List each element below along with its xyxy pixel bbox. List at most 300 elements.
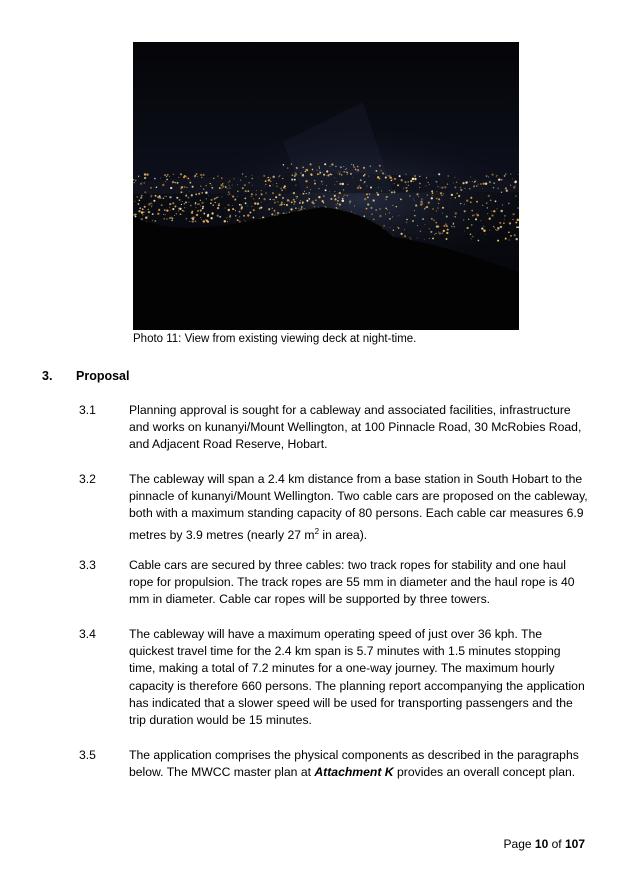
city-light [179, 208, 181, 210]
city-light [476, 213, 477, 214]
city-light [184, 207, 185, 208]
city-light [295, 196, 296, 197]
city-light [135, 216, 137, 218]
city-light [293, 199, 295, 201]
city-light [373, 199, 375, 201]
city-light [498, 230, 499, 231]
city-light [493, 210, 495, 212]
city-light [237, 191, 239, 193]
city-light [330, 173, 332, 175]
city-light [295, 185, 296, 186]
city-light [216, 197, 217, 198]
city-light [152, 203, 153, 204]
city-light [185, 201, 187, 203]
city-light [172, 202, 174, 204]
city-light [280, 204, 282, 206]
city-light [339, 183, 341, 185]
city-light [227, 204, 229, 206]
city-light [148, 211, 150, 213]
paragraph-number: 3.4 [79, 627, 96, 641]
city-light [188, 197, 190, 199]
city-light [164, 218, 165, 219]
city-light [245, 221, 246, 222]
city-light [354, 205, 355, 206]
city-light [291, 163, 292, 164]
city-light [294, 172, 295, 173]
city-light [509, 239, 510, 240]
city-light [228, 182, 229, 183]
city-light [352, 177, 353, 178]
city-light [428, 201, 430, 203]
city-light [422, 203, 423, 204]
city-light [272, 192, 274, 194]
city-light [261, 193, 263, 195]
city-light [294, 201, 296, 203]
city-light [335, 166, 336, 167]
city-light [518, 174, 519, 175]
city-light [371, 207, 373, 209]
city-light [351, 211, 352, 212]
city-light [269, 199, 270, 200]
city-light [160, 178, 161, 179]
paragraph-text-part: The cableway will span a 2.4 km distance from a base station in South Hobart to the pinnacle of kunanyi/Mount Wellington. Two cable cars are proposed on the cableway, both with a maximum standing capacity of 80 persons. Each cable car measures 6.9 metres by 3.9 metres (nearly 27 m [129, 472, 588, 542]
city-light [244, 184, 246, 186]
city-light [306, 193, 307, 194]
city-light [460, 189, 462, 191]
city-light [441, 187, 443, 189]
city-light [234, 209, 235, 210]
city-light [318, 188, 319, 189]
city-light [377, 176, 379, 178]
city-light [325, 189, 327, 191]
city-light [330, 198, 332, 200]
city-light [483, 226, 484, 227]
city-light [248, 182, 249, 183]
city-light [269, 208, 270, 209]
city-light [386, 199, 387, 200]
city-light [485, 183, 487, 185]
city-light [342, 198, 343, 199]
city-light [274, 211, 275, 212]
city-light [201, 202, 203, 204]
city-light [313, 202, 315, 204]
city-light [302, 202, 304, 204]
city-light [253, 198, 254, 199]
city-light [237, 196, 238, 197]
city-light [350, 173, 352, 175]
city-light [154, 178, 156, 180]
city-light [278, 194, 280, 196]
city-light [143, 211, 145, 213]
city-light [152, 213, 154, 215]
city-light [470, 177, 471, 178]
city-light [227, 188, 228, 189]
city-light [454, 216, 455, 217]
city-light [336, 204, 337, 205]
city-light [239, 211, 241, 213]
city-light [261, 202, 262, 203]
city-light [463, 219, 464, 220]
city-light [329, 191, 330, 192]
city-light [438, 232, 439, 233]
city-light [188, 202, 189, 203]
city-light [334, 184, 335, 185]
city-light [325, 164, 326, 165]
city-light [166, 209, 168, 211]
city-light [326, 170, 328, 172]
city-light [214, 198, 216, 200]
city-light [475, 180, 476, 181]
city-light [229, 185, 230, 186]
city-light [410, 238, 411, 239]
city-light [203, 220, 205, 222]
city-light [232, 196, 234, 198]
city-light [169, 203, 171, 205]
city-light [300, 200, 301, 201]
city-light [437, 225, 439, 227]
city-light [235, 215, 236, 216]
city-light [476, 201, 478, 203]
city-light [178, 210, 179, 211]
city-light [256, 190, 257, 191]
city-light [164, 196, 165, 197]
city-light [200, 205, 201, 206]
paragraph-number: 3.5 [79, 748, 96, 762]
section-number: 3. [42, 369, 53, 383]
city-light [232, 195, 233, 196]
city-light [455, 177, 456, 178]
city-light [440, 192, 442, 194]
city-light [197, 176, 198, 177]
city-light [153, 200, 155, 202]
city-light [471, 210, 473, 212]
city-light [386, 196, 388, 198]
city-light [460, 203, 461, 204]
city-light [443, 225, 445, 227]
city-light [281, 202, 283, 204]
city-light [201, 177, 202, 178]
city-light [202, 206, 204, 208]
city-light [451, 226, 452, 227]
city-light [151, 205, 152, 206]
city-light [510, 235, 512, 237]
city-light [482, 188, 483, 189]
city-light [454, 186, 456, 188]
city-light [217, 207, 219, 209]
city-light [343, 196, 344, 197]
city-light [427, 194, 428, 195]
city-light [360, 187, 362, 189]
city-light [487, 213, 488, 214]
city-light [229, 188, 230, 189]
city-light [144, 177, 146, 179]
city-light [454, 226, 455, 227]
city-light [208, 195, 209, 196]
city-light [219, 187, 221, 189]
city-light [415, 204, 417, 206]
city-light [164, 174, 166, 176]
city-light [367, 197, 369, 199]
city-light [207, 215, 209, 217]
city-light [269, 185, 271, 187]
city-light [240, 180, 241, 181]
city-light [432, 192, 434, 194]
city-light [437, 186, 438, 187]
city-light [414, 175, 416, 177]
city-light [409, 237, 410, 238]
city-light [455, 212, 457, 214]
city-light [425, 224, 426, 225]
city-light [186, 218, 188, 220]
city-light [286, 204, 288, 206]
city-light [414, 178, 416, 180]
city-light [296, 198, 297, 199]
city-light [429, 238, 430, 239]
city-light [202, 208, 204, 210]
city-light [221, 177, 222, 178]
city-light [275, 213, 276, 214]
city-light [265, 180, 267, 182]
city-light [192, 218, 194, 220]
city-light [497, 227, 499, 229]
city-light [167, 174, 168, 175]
city-light [394, 178, 396, 180]
city-light [504, 175, 506, 177]
city-light [265, 184, 266, 185]
city-light [483, 229, 484, 230]
city-light [488, 195, 490, 197]
city-light [155, 220, 156, 221]
city-light [446, 216, 448, 218]
city-light [252, 185, 253, 186]
city-light [331, 163, 333, 165]
city-light [172, 218, 174, 220]
city-light [287, 199, 289, 201]
city-light [453, 223, 454, 224]
city-light [387, 175, 388, 176]
city-light [448, 175, 449, 176]
city-light [504, 215, 506, 217]
city-light [404, 229, 405, 230]
city-light [491, 211, 492, 212]
city-light [495, 200, 497, 202]
city-light [371, 213, 373, 215]
city-light [486, 175, 488, 177]
city-light [192, 186, 194, 188]
city-light [466, 181, 467, 182]
city-light [217, 176, 218, 177]
city-light [397, 227, 398, 228]
city-light [346, 172, 347, 173]
city-light [283, 164, 285, 166]
city-light [369, 193, 370, 194]
city-light [201, 219, 202, 220]
city-light [494, 227, 495, 228]
city-light [464, 203, 465, 204]
city-light [391, 180, 393, 182]
city-light [318, 207, 319, 208]
paragraph-text-part: provides an overall concept plan. [393, 765, 576, 780]
city-light [450, 198, 451, 199]
city-light [280, 188, 281, 189]
city-light [272, 199, 273, 200]
city-light [433, 220, 434, 221]
city-light [198, 193, 200, 195]
city-light [430, 231, 432, 233]
city-light [173, 174, 174, 175]
city-light [447, 229, 449, 231]
city-light [506, 190, 508, 192]
paragraph-text [129, 747, 589, 781]
city-light [142, 208, 144, 210]
city-light [427, 182, 429, 184]
city-light [419, 183, 421, 185]
city-light [257, 203, 258, 204]
city-light [455, 216, 456, 217]
city-light [392, 179, 393, 180]
section-heading [42, 369, 130, 383]
city-light [166, 196, 167, 197]
city-light [366, 208, 368, 210]
city-light [319, 171, 320, 172]
city-light [496, 176, 497, 177]
city-light [169, 207, 170, 208]
city-light [271, 213, 273, 215]
city-light [140, 183, 142, 185]
city-light [493, 226, 494, 227]
city-light [259, 198, 260, 199]
city-light [164, 209, 166, 211]
city-light [446, 238, 448, 240]
city-light [355, 169, 357, 171]
city-light [364, 174, 365, 175]
city-light [336, 207, 338, 209]
city-light [471, 224, 473, 226]
city-light [243, 215, 245, 217]
city-light [197, 210, 199, 212]
city-light [329, 166, 330, 167]
city-light [268, 177, 269, 178]
city-light [480, 183, 482, 185]
city-light [514, 180, 516, 182]
city-light [144, 207, 145, 208]
city-light [383, 225, 385, 227]
city-light [391, 191, 393, 193]
city-light [353, 164, 354, 165]
city-light [357, 187, 359, 189]
city-light [206, 198, 207, 199]
city-light [264, 186, 265, 187]
city-light [446, 232, 448, 234]
city-light [397, 184, 399, 186]
city-light [218, 204, 220, 206]
city-light [281, 189, 283, 191]
city-light [472, 215, 474, 217]
city-light [431, 218, 433, 220]
city-light [390, 227, 391, 228]
city-light [466, 227, 468, 229]
city-light [307, 187, 308, 188]
city-light [406, 222, 407, 223]
city-light [296, 196, 297, 197]
city-light [508, 231, 510, 233]
city-light [501, 179, 502, 180]
city-light [478, 184, 479, 185]
city-light [349, 203, 350, 204]
city-light [217, 197, 218, 198]
city-light [313, 200, 314, 201]
city-light [241, 208, 243, 210]
city-light [148, 203, 150, 205]
city-light [436, 198, 438, 200]
city-light [366, 193, 368, 195]
city-light [493, 182, 495, 184]
city-light [403, 188, 404, 189]
city-light [474, 181, 476, 183]
city-light [170, 187, 172, 189]
city-light [322, 172, 323, 173]
paragraph-text: Cable cars are secured by three cables: two track ropes for stability and one haul rope for propulsion. The track ropes are 55 mm in diameter and the haul rope is 40 mm in diameter. Cable car ropes will be supported by three towers. [129, 558, 575, 607]
page-label: Page [503, 837, 532, 851]
city-light [203, 213, 205, 215]
city-light [169, 176, 170, 177]
city-light [455, 197, 456, 198]
city-light [181, 204, 182, 205]
city-light [228, 194, 229, 195]
city-light [247, 214, 249, 216]
city-light [189, 221, 190, 222]
city-light [237, 219, 239, 221]
city-light [385, 208, 387, 210]
city-light [169, 217, 170, 218]
city-light [443, 230, 445, 232]
city-light [294, 179, 296, 181]
city-light [210, 199, 212, 201]
city-light [195, 202, 197, 204]
city-light [473, 185, 475, 187]
city-light [357, 169, 359, 171]
city-light [261, 190, 262, 191]
city-light [505, 238, 507, 240]
city-light [217, 215, 219, 217]
city-light [304, 208, 305, 209]
city-light [140, 208, 141, 209]
city-light [169, 196, 171, 198]
city-light [226, 217, 227, 218]
city-light [249, 212, 251, 214]
city-light [232, 208, 234, 210]
city-light [408, 185, 409, 186]
city-light [409, 195, 411, 197]
city-light [435, 222, 437, 224]
paragraph-3-3 [79, 557, 589, 609]
city-light [181, 186, 183, 188]
city-light [491, 215, 493, 217]
city-light [416, 193, 418, 195]
city-light [490, 200, 492, 202]
city-light [385, 214, 386, 215]
city-light [319, 168, 320, 169]
city-light [137, 196, 138, 197]
city-light [493, 187, 494, 188]
city-light [393, 230, 394, 231]
city-light [144, 173, 146, 175]
city-light [464, 231, 465, 232]
city-light [242, 187, 244, 189]
city-light [156, 187, 158, 189]
city-light [387, 196, 388, 197]
city-light [363, 215, 365, 217]
